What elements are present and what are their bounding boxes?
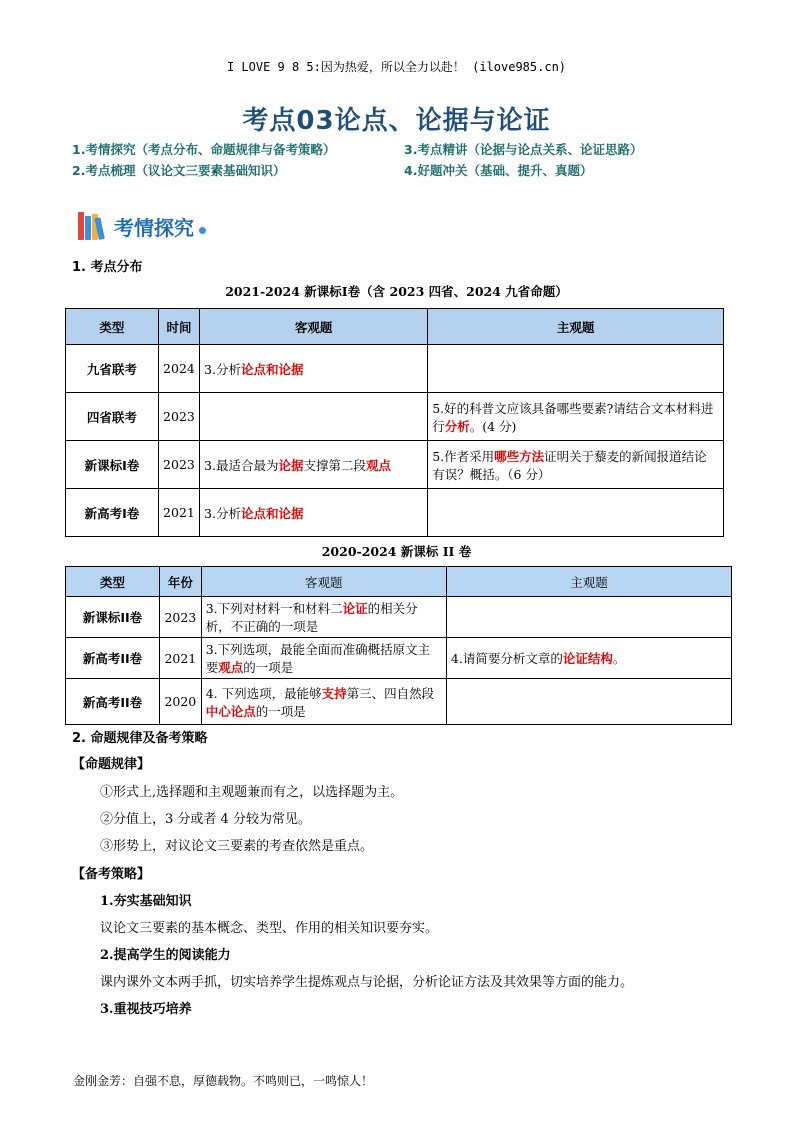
col-header-time: 时间 [158, 309, 199, 345]
cell-year: 2023 [158, 393, 199, 441]
col-header-objective: 客观题 [201, 567, 446, 597]
table-row [66, 597, 732, 638]
cell-text: 3.下列选项，最能全面而准确概括原文主要 [205, 642, 431, 675]
cell-text: 3.最适合最为 [204, 457, 279, 473]
cell-subjective [428, 441, 724, 489]
section-heading-2: 2. 命题规律及备考策略 [72, 731, 208, 746]
cell-type: 新课标Ⅰ卷 [66, 441, 159, 489]
cell-type: 九省联考 [66, 345, 159, 393]
cell-subjective [428, 345, 724, 393]
cell-year: 2023 [158, 441, 199, 489]
cell-objective [201, 597, 446, 638]
highlight-keyword: 论据 [278, 457, 304, 473]
rule-item: ①形式上,选择题和主观题兼而有之，以选择题为主。 [100, 785, 404, 800]
cell-objective [200, 489, 428, 537]
table-row [66, 679, 732, 725]
strategy-title: 3.重视技巧培养 [100, 1002, 192, 1017]
cell-text: 。 [612, 651, 626, 666]
strategy-title: 1.夯实基础知识 [100, 894, 192, 909]
toc-item-4: 4.好题冲关（基础、提升、真题） [404, 163, 593, 178]
cell-objective [200, 441, 428, 489]
toc-item-1: 1.考情探究（考点分布、命题规律与备考策略） [72, 142, 336, 157]
col-header-subjective: 主观题 [428, 309, 724, 345]
cell-type: 新高考Ⅰ卷 [66, 489, 159, 537]
cell-text: 的一项是 [255, 703, 306, 719]
cell-objective [200, 393, 428, 441]
cell-text: 3.分析 [204, 505, 241, 521]
highlight-keyword: 支持 [321, 685, 347, 701]
table-row [66, 489, 724, 537]
strategy-title: 2.提高学生的阅读能力 [100, 948, 231, 963]
cell-objective [201, 638, 446, 679]
cell-subjective [428, 393, 724, 441]
books-icon [78, 212, 112, 240]
table-exam-distribution-2 [65, 566, 732, 725]
cell-text: 3.下列对材料一和材料二 [205, 601, 343, 616]
banner-dot [199, 227, 206, 234]
banner-title: 考情探究 [114, 215, 194, 240]
cell-type: 新高考II卷 [66, 638, 160, 679]
col-header-type: 类型 [66, 309, 159, 345]
page-title: 考点03论点、论据与论证 [242, 106, 551, 136]
highlight-keyword: 观点 [366, 457, 392, 473]
cell-text: 5.好的科普文应该具备哪些要素?请结合文本材料进行 [432, 400, 714, 434]
cell-text: 。(4 分) [469, 418, 517, 434]
section-heading-1: 1. 考点分布 [72, 260, 143, 275]
cell-subjective [446, 679, 731, 725]
strategy-text: 课内课外文本两手抓，切实培养学生提炼观点与论据，分析论证方法及其效果等方面的能力。 [100, 975, 634, 990]
page-footer: 金刚金芳：自强不息，厚德载物。不鸣则已，一鸣惊人！ [73, 1074, 374, 1088]
highlight-keyword: 哪些方法 [494, 448, 545, 464]
cell-text: 第三、四自然段 [346, 685, 435, 701]
cell-text: 3.分析 [204, 361, 241, 377]
cell-year: 2020 [160, 679, 202, 725]
cell-year: 2024 [158, 345, 199, 393]
cell-text: 的相关分析，不正确的一项是 [205, 601, 418, 634]
cell-objective [200, 345, 428, 393]
cell-type: 新高考II卷 [66, 679, 160, 725]
strategy-text: 议论文三要素的基本概念、类型、作用的相关知识要夯实。 [100, 921, 439, 936]
col-header-objective: 客观题 [200, 309, 428, 345]
highlight-keyword: 论证 [342, 601, 368, 616]
cell-type: 新课标II卷 [66, 597, 160, 638]
highlight-keyword: 分析 [444, 418, 470, 434]
col-header-year: 年份 [160, 567, 202, 597]
table2-caption: 2020-2024 新课标 II 卷 [321, 544, 472, 559]
rules-heading: 【命题规律】 [72, 757, 151, 772]
cell-text: 5.作者采用 [432, 448, 495, 464]
cell-objective [201, 679, 446, 725]
cell-year: 2021 [160, 638, 202, 679]
toc-item-2: 2.考点梳理（议论文三要素基础知识） [72, 163, 286, 178]
cell-text: 4. 下列选项，最能够 [205, 685, 322, 701]
table-row [66, 441, 724, 489]
col-header-type: 类型 [66, 567, 160, 597]
cell-type: 四省联考 [66, 393, 159, 441]
cell-text: 证明关于藜麦的新闻报道结论有误？概括。（6 分） [432, 448, 707, 482]
table1-caption: 2021-2024 新课标Ⅰ卷（含 2023 四省、2024 九省命题） [225, 284, 568, 299]
cell-text: 支撑第二段 [303, 457, 367, 473]
toc-item-3: 3.考点精讲（论据与论点关系、论证思路） [404, 142, 643, 157]
table-row [66, 393, 724, 441]
rule-item: ③形势上，对议论文三要素的考查依然是重点。 [100, 839, 374, 854]
section-banner [78, 209, 206, 243]
cell-year: 2023 [160, 597, 202, 638]
table-exam-distribution-1 [65, 308, 724, 537]
highlight-keyword: 观点 [218, 660, 244, 675]
rule-item: ②分值上，3 分或者 4 分较为常见。 [100, 812, 311, 827]
cell-subjective [446, 638, 731, 679]
cell-text: 的一项是 [243, 660, 294, 675]
highlight-keyword: 论点和论据 [240, 505, 304, 521]
col-header-subjective: 主观题 [446, 567, 731, 597]
highlight-keyword: 论证结构 [562, 651, 613, 666]
highlight-keyword: 中心论点 [205, 703, 256, 719]
cell-subjective [428, 489, 724, 537]
page-header: I LOVE 9 8 5:因为热爱，所以全力以赴！ (ilove985.cn) [226, 60, 567, 74]
cell-subjective [446, 597, 731, 638]
cell-text: 4.请简要分析文章的 [450, 651, 563, 666]
table-row [66, 638, 732, 679]
strategy-heading: 【备考策略】 [72, 867, 151, 882]
highlight-keyword: 论点和论据 [240, 361, 304, 377]
table-row [66, 345, 724, 393]
cell-year: 2021 [158, 489, 199, 537]
